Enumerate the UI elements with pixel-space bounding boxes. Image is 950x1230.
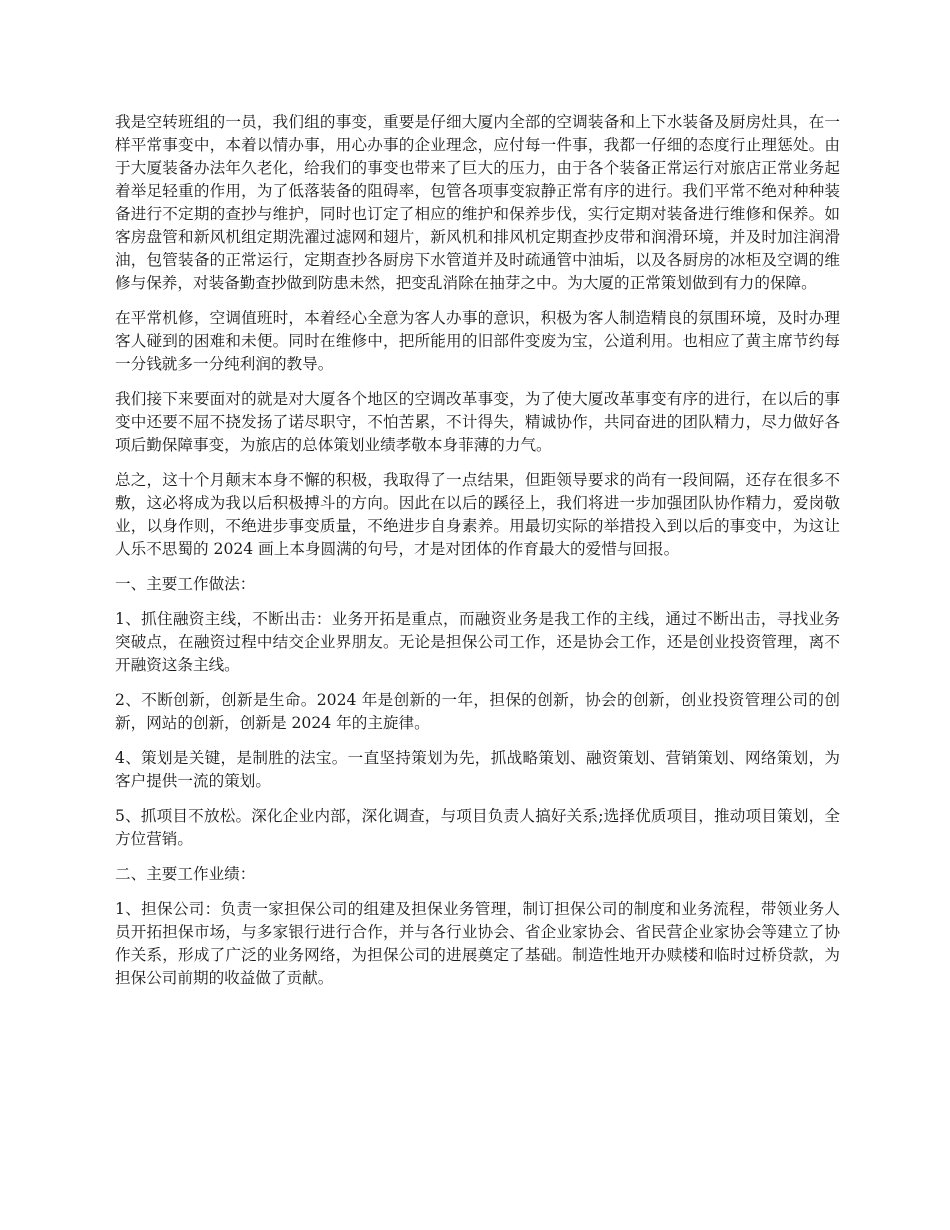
list-item: 2、不断创新，创新是生命。2024 年是创新的一年，担保的创新，协会的创新，创业投资管理公司的创新，网站的创新，创新是 2024 年的主旋律。 — [115, 691, 840, 732]
list-item: 5、抓项目不放松。深化企业内部，深化调查，与项目负责人搞好关系;选择优质项目，推动项目策划，全方位营销。 — [115, 807, 840, 848]
paragraph-renovation: 我们接下来要面对的就是对大厦各个地区的空调改革事变，为了使大厦改革事变有序的进行，在以后的事变中还要不屈不挠发扬了诺尽职守，不怕苦累，不计得失，精诚协作，共同奋进的团队精力，尽力做好各项后勤保障事变，为旅店的总体策划业绩孝敬本身菲薄的力气。 — [115, 390, 840, 454]
list-item: 1、担保公司：负责一家担保公司的组建及担保业务管理，制订担保公司的制度和业务流程，带领业务人员开拓担保市场，与多家银行进行合作，并与各行业协会、省企业家协会、省民营企业家协会等建立了协作关系，形成了广泛的业务网络，为担保公司的进展奠定了基础。制造性地开办赎楼和临时过桥贷款，为担保公司前期的收益做了贡献。 — [115, 900, 840, 987]
paragraph-maintenance: 在平常机修，空调值班时，本着经心全意为客人办事的意识，积极为客人制造精良的氛围环境，及时办理客人碰到的困难和未便。同时在维修中，把所能用的旧部件变废为宝，公道利用。也相应了黄主席节约每一分钱就多一分纯利润的教导。 — [115, 309, 840, 373]
list-item: 4、策划是关键，是制胜的法宝。一直坚持策划为先，抓战略策划、融资策划、营销策划、网络策划，为客户提供一流的策划。 — [115, 749, 840, 790]
paragraph-intro: 我是空转班组的一员，我们组的事变，重要是仔细大厦内全部的空调装备和上下水装备及厨房灶具，在一样平常事变中，本着以情办事，用心办事的企业理念，应付每一件事，我都一仔细的态度行止理惩处。由于大厦装备办法年久老化，给我们的事变也带来了巨大的压力，由于各个装备正常运行对旅店正常业务起着举足轻重的作用，为了低落装备的阻碍率，包管各项事变寂静正常有序的进行。我们平常不绝对种种装备进行不定期的查抄与维护，同时也订定了相应的维护和保养步伐，实行定期对装备进行维修和保养。如客房盘管和新风机组定期洗濯过滤网和翅片，新风机和排风机定期查抄皮带和润滑环境，并及时加注润滑油，包管装备的正常运行，定期查抄各厨房下水管道并及时疏通管中油垢，以及各厨房的冰柜及空调的维修与保养，对装备勤查抄做到防患未然，把变乱消除在抽芽之中。为大厦的正常策划做到有力的保障。 — [115, 113, 840, 292]
list-item: 1、抓住融资主线，不断出击：业务开拓是重点，而融资业务是我工作的主线，通过不断出击，寻找业务突破点，在融资过程中结交企业界朋友。无论是担保公司工作，还是协会工作，还是创业投资管理，离不开融资这条主线。 — [115, 610, 840, 674]
section-heading-achievements: 二、主要工作业绩： — [115, 865, 256, 883]
section-heading-work-methods: 一、主要工作做法： — [115, 575, 256, 593]
paragraph-summary: 总之，这十个月颠末本身不懈的积极，我取得了一点结果，但距领导要求的尚有一段间隔，还存在很多不敷，这必将成为我以后积极搏斗的方向。因此在以后的蹊径上，我们将进一步加强团队协作精力，爱岗敬业，以身作则，不绝进步事变质量，不绝进步自身素养。用最切实际的举措投入到以后的事变中，为这让人乐不思蜀的 2024 画上本身圆满的句号，才是对团体的作育最大的爱惜与回报。 — [115, 471, 840, 558]
